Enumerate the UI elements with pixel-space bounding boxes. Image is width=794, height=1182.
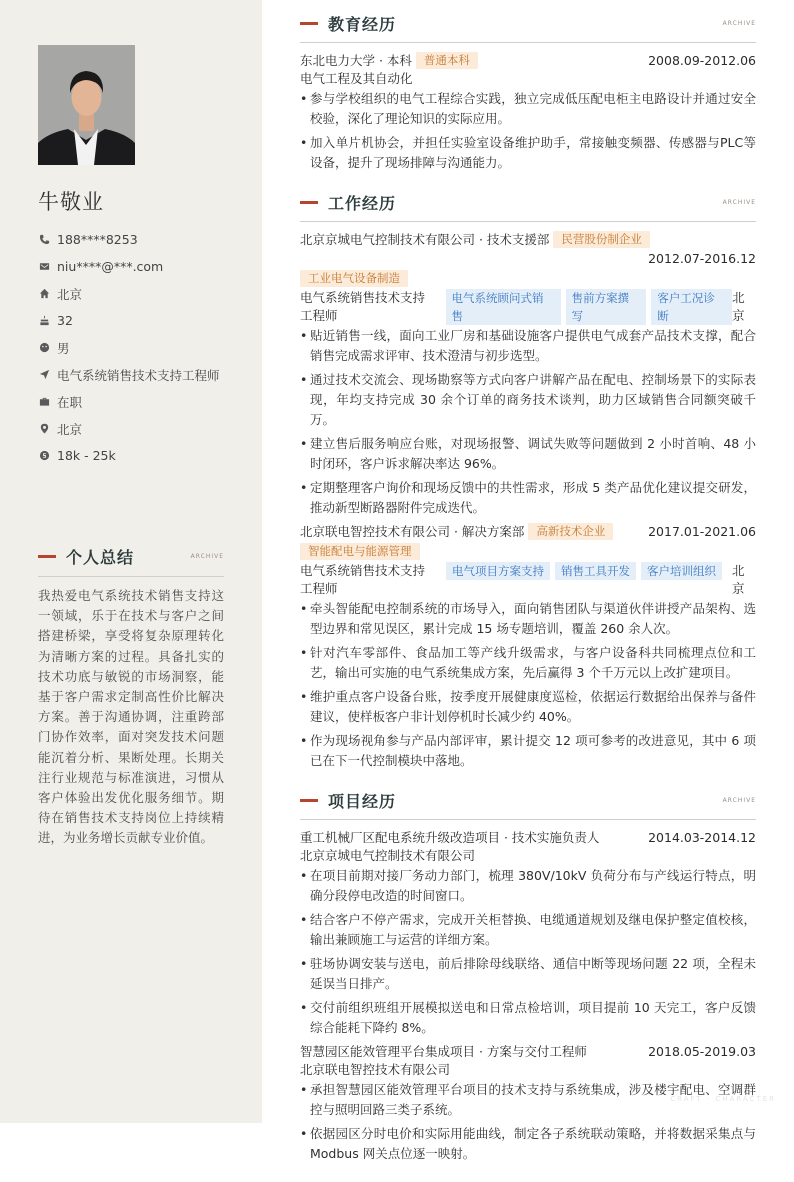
project-company: 北京京城电气控制技术有限公司 <box>300 848 476 863</box>
portrait-image <box>38 45 135 165</box>
work-entry <box>300 230 756 518</box>
job-city: 北京 <box>732 290 745 323</box>
contact-item-gender <box>38 334 248 361</box>
location-pin-icon <box>38 423 50 435</box>
skill-tags <box>446 289 733 325</box>
summary-title: 个人总结 <box>66 548 135 567</box>
cake-icon <box>38 315 50 327</box>
skill-tag: 客户工况诊断 <box>651 289 732 325</box>
bullet-item: • 牵头智能配电控制系统的市场导入，面向销售团队与渠道伙伴讲授产品架构、选型边界和常见误区，累计完成 15 场专题培训，覆盖 260 余人次。 <box>300 599 756 639</box>
work-entry <box>300 522 756 771</box>
contact-item-status <box>38 388 248 415</box>
age-text: 32 <box>57 313 73 328</box>
contact-list <box>38 226 248 469</box>
projects-archive-tag: ARCHIVE <box>722 796 756 804</box>
work-title: 工作经历 <box>328 193 397 213</box>
work-bullets <box>300 326 756 518</box>
project-name: 智慧园区能效管理平台集成项目 · 方案与交付工程师 <box>300 1044 587 1059</box>
email-text: niu****@***.com <box>57 259 164 274</box>
job-status-text: 在职 <box>57 394 83 410</box>
bullet-item: • 在项目前期对接厂务动力部门，梳理 380V/10kV 负荷分布与产线运行特点，明确分段停电改造的时间窗口。 <box>300 866 756 906</box>
education-bullets <box>300 89 756 173</box>
education-section <box>300 12 756 173</box>
contact-item-salary <box>38 442 248 469</box>
phone-text: 188****8253 <box>57 232 138 247</box>
skill-tag: 销售工具开发 <box>555 562 636 580</box>
summary-archive-tag: ARCHIVE <box>190 553 224 560</box>
phone-icon <box>38 234 50 246</box>
bullet-item: • 加入单片机协会，并担任实验室设备维护助手，常接触变频器、传感器与PLC等设备，提升了现场排障与沟通能力。 <box>300 133 756 173</box>
project-bullets <box>300 1080 756 1164</box>
contact-item-phone <box>38 226 248 253</box>
hometown-text: 北京 <box>57 286 83 302</box>
projects-header <box>300 789 756 811</box>
location-text: 北京 <box>57 421 83 437</box>
education-header <box>300 12 756 34</box>
industry-badge: 智能配电与能源管理 <box>300 543 420 560</box>
company-badge: 高新技术企业 <box>528 523 613 540</box>
work-bullets <box>300 599 756 771</box>
profile-photo <box>38 45 135 165</box>
bullet-item: • 通过技术交流会、现场勘察等方式向客户讲解产品在配电、控制场景下的实际表现，年均支持完成 30 余个订单的商务技术谈判，助力区域销售合同额突破千万。 <box>300 370 756 430</box>
skill-tag: 电气系统顾问式销售 <box>446 289 561 325</box>
contact-item-email <box>38 253 248 280</box>
target-role-text: 电气系统销售技术支持工程师 <box>57 367 220 383</box>
gender-text: 男 <box>57 340 70 356</box>
skill-tags <box>446 562 722 580</box>
skill-tag: 客户培训组织 <box>641 562 722 580</box>
job-role: 电气系统销售技术支持工程师 <box>300 290 426 323</box>
briefcase-icon <box>38 396 50 408</box>
summary-text: 我热爱电气系统技术销售支持这一领域，乐于在技术与客户之间搭建桥梁，享受将复杂原理转化为清晰方案的过程。具备扎实的技术功底与敏锐的市场洞察，能基于客户需求定制高性价比解决方案。善于沟通协调，注重跨部门协作效率，面对突发技术问题能沉着分析、果断处理。长期关注行业规范与标准演进，习惯从客户体验出发优化服务细节。期待在销售技术支持岗位上持续精进，为业务增长贡献专业价值。 <box>38 588 224 846</box>
section-accent-bar <box>300 799 318 802</box>
project-bullets <box>300 866 756 1038</box>
main-column <box>300 12 756 1182</box>
project-date: 2014.03-2014.12 <box>648 830 756 845</box>
watermark-text: CRAFT · CHARACTER <box>670 1095 776 1103</box>
project-entry <box>300 1042 756 1164</box>
salary-icon <box>38 450 50 462</box>
candidate-name: 牛敬业 <box>38 190 104 214</box>
section-accent-bar <box>300 201 318 204</box>
bullet-item: • 针对汽车零部件、食品加工等产线升级需求，与客户设备科共同梳理点位和工艺，输出可实施的电气系统集成方案，先后赢得 3 个千万元以上改扩建项目。 <box>300 643 756 683</box>
project-entry <box>300 828 756 1038</box>
work-header <box>300 191 756 213</box>
projects-title: 项目经历 <box>328 791 397 811</box>
bullet-item: • 驻场协调安装与送电，前后排除母线联络、通信中断等现场问题 22 项，全程未延误当日排产。 <box>300 954 756 994</box>
school-name: 东北电力大学 · 本科 <box>300 53 412 68</box>
bullet-item: • 定期整理客户询价和现场反馈中的共性需求，形成 5 类产品优化建议提交研发，推动新型断路器附件完成迭代。 <box>300 478 756 518</box>
contact-item-home <box>38 280 248 307</box>
projects-section <box>300 789 756 1164</box>
section-divider <box>300 819 756 820</box>
bullet-item: • 结合客户不停产需求，完成开关柜替换、电缆通道规划及继电保护整定值校核，输出兼顾施工与运营的详细方案。 <box>300 910 756 950</box>
contact-item-target-role <box>38 361 248 388</box>
section-divider <box>300 221 756 222</box>
work-archive-tag: ARCHIVE <box>722 198 756 206</box>
company-name: 北京京城电气控制技术有限公司 · 技术支援部 <box>300 232 550 247</box>
skill-tag: 电气项目方案支持 <box>446 562 550 580</box>
send-icon <box>38 369 50 381</box>
industry-badge: 工业电气设备制造 <box>300 270 408 287</box>
job-city: 北京 <box>732 563 745 596</box>
section-divider <box>38 576 224 577</box>
work-date: 2012.07-2016.12 <box>648 251 756 266</box>
company-badge: 民营股份制企业 <box>553 231 650 248</box>
bullet-item: • 建立售后服务响应台账，对现场报警、调试失败等问题做到 2 小时首响、48 小时闭环，客户诉求解决率达 96%。 <box>300 434 756 474</box>
project-date: 2018.05-2019.03 <box>648 1044 756 1059</box>
company-name: 北京联电智控技术有限公司 · 解决方案部 <box>300 524 525 539</box>
bullet-item: • 作为现场视角参与产品内部评审，累计提交 12 项可参考的改进意见，其中 6 项已在下一代控制模块中落地。 <box>300 731 756 771</box>
bullet-item: • 交付前组织班组开展模拟送电和日常点检培训，项目提前 10 天完工，客户反馈综合能耗下降约 8%。 <box>300 998 756 1038</box>
job-role: 电气系统销售技术支持工程师 <box>300 563 426 596</box>
bullet-item: • 承担智慧园区能效管理平台项目的技术支持与系统集成，涉及楼宇配电、空调群控与照明回路三类子系统。 <box>300 1080 756 1120</box>
work-section <box>300 191 756 771</box>
bullet-item: • 贴近销售一线，面向工业厂房和基础设施客户提供电气成套产品技术支撑，配合销售完成需求评审、技术澄清与初步选型。 <box>300 326 756 366</box>
summary-section <box>38 545 224 849</box>
section-divider <box>300 42 756 43</box>
work-date: 2017.01-2021.06 <box>648 524 756 539</box>
major-text: 电气工程及其自动化 <box>300 71 413 86</box>
section-accent-bar <box>38 555 56 558</box>
skill-tag: 售前方案撰写 <box>566 289 647 325</box>
education-archive-tag: ARCHIVE <box>722 19 756 27</box>
project-company: 北京联电智控技术有限公司 <box>300 1062 451 1077</box>
education-date: 2008.09-2012.06 <box>648 53 756 68</box>
bullet-item: • 参与学校组织的电气工程综合实践，独立完成低压配电柜主电路设计并通过安全校验，深化了理论知识的实际应用。 <box>300 89 756 129</box>
contact-item-age <box>38 307 248 334</box>
gender-icon <box>38 342 50 354</box>
project-name: 重工机械厂区配电系统升级改造项目 · 技术实施负责人 <box>300 830 600 845</box>
email-icon <box>38 261 50 273</box>
contact-item-location <box>38 415 248 442</box>
salary-text: 18k - 25k <box>57 448 116 463</box>
summary-header <box>38 545 224 568</box>
bullet-item: • 维护重点客户设备台账，按季度开展健康度巡检，依据运行数据给出保养与备件建议，使样板客户非计划停机时长减少约 40%。 <box>300 687 756 727</box>
home-icon <box>38 288 50 300</box>
section-accent-bar <box>300 22 318 25</box>
school-badge: 普通本科 <box>416 52 478 69</box>
education-title: 教育经历 <box>328 14 397 34</box>
education-entry <box>300 51 756 173</box>
sidebar <box>0 0 262 1123</box>
bullet-item: • 依据园区分时电价和实际用能曲线，制定各子系统联动策略，并将数据采集点与 Modbus 网关点位逐一映射。 <box>300 1124 756 1164</box>
